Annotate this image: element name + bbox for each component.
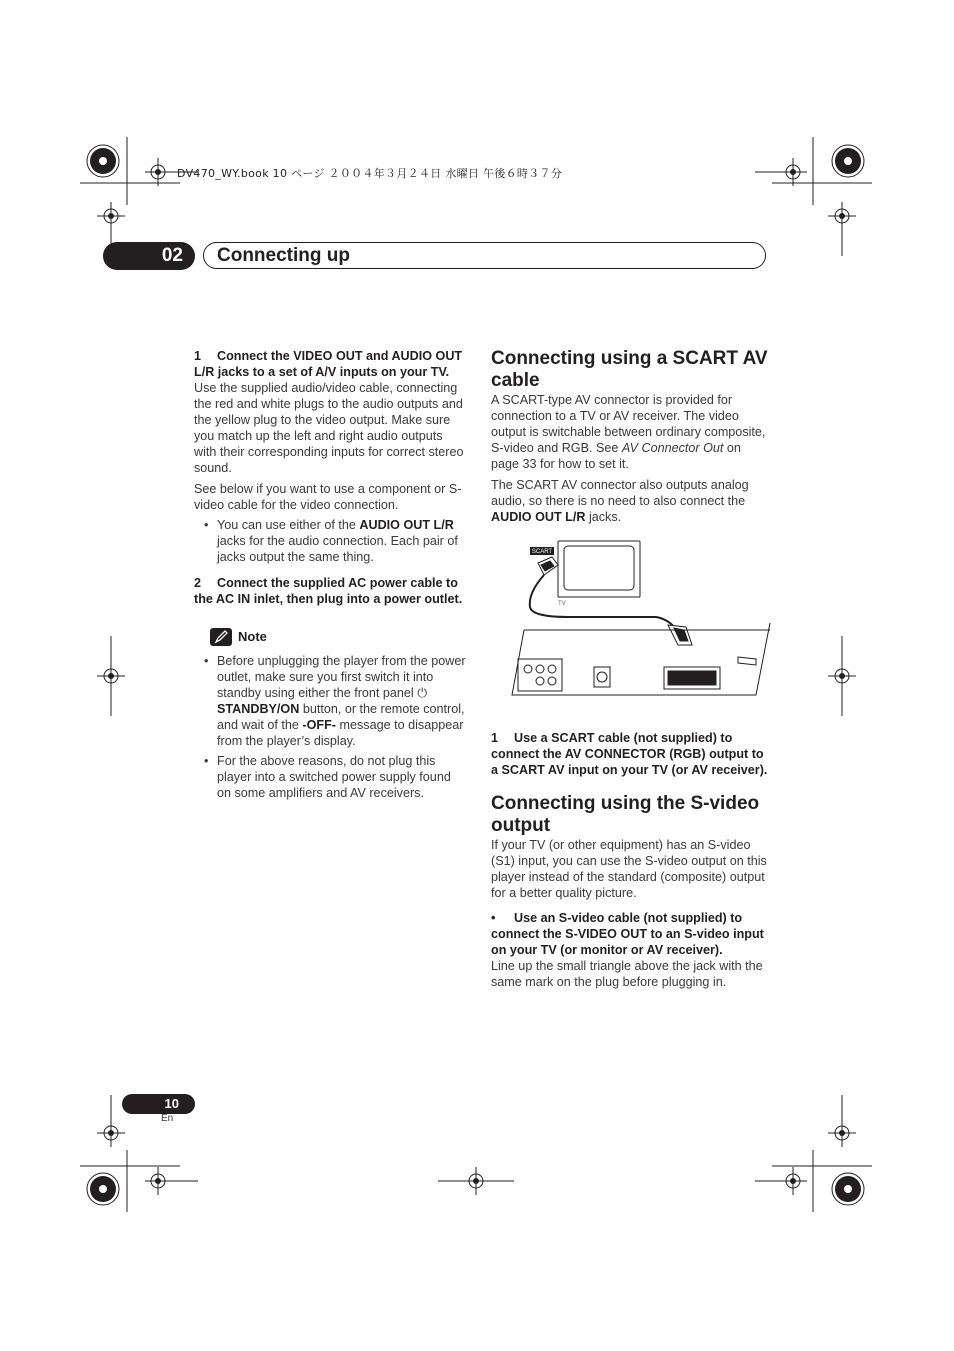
text-bold: AUDIO OUT L/R <box>359 518 454 532</box>
scart-label: SCART <box>531 549 553 555</box>
tv-label: TV <box>558 601 566 607</box>
step-svideo <box>491 910 769 958</box>
text-bold: AUDIO OUT L/R <box>491 510 586 524</box>
step-bullet: • <box>491 911 496 925</box>
step-text: Connect the supplied AC power cable to the AC IN inlet, then plug into a power outlet. <box>194 576 463 606</box>
text-bold: STANDBY/ON <box>217 702 300 716</box>
text: A SCART-type AV connector is provided for connection to a TV or AV receiver. The video output is switchable between ordinary composite, S-video and RGB. See <box>491 393 766 455</box>
note-label: Note <box>238 629 267 644</box>
text: message to disappear from the player’s display. <box>217 718 464 748</box>
paragraph: See below if you want to use a component or S-video cable for the video connection. <box>194 482 462 512</box>
page-language: En <box>161 1113 174 1124</box>
text: You can use either of the <box>217 518 360 532</box>
section-heading-scart: Connecting using a SCART AV cable <box>491 348 768 391</box>
text-bold: -OFF- <box>302 718 336 732</box>
step-number: 2 <box>194 576 202 590</box>
text: jacks. <box>585 510 622 524</box>
list-item <box>194 653 468 749</box>
chapter-title: Connecting up <box>217 245 350 266</box>
note-pencil-icon <box>210 628 232 646</box>
paragraph <box>491 477 769 525</box>
step-number: 1 <box>194 349 202 363</box>
step-text: Connect the VIDEO OUT and AUDIO OUT L/R jacks to a set of A/V inputs on your TV. <box>194 349 463 379</box>
page-number-badge: 10 <box>122 1094 195 1114</box>
paragraph <box>491 392 769 472</box>
scart-connection-diagram <box>508 535 776 720</box>
paragraph: If your TV (or other equipment) has an S-video (S1) input, you can use the S-video output on this player instead of the standard (composite) output for a better quality picture. <box>491 838 767 900</box>
text: button, or the remote control, and wait of the <box>217 702 465 732</box>
list-item <box>194 517 468 565</box>
step-1-scart <box>491 730 769 778</box>
text: The SCART AV connector also outputs analog audio, so there is no need to also connect the <box>491 478 749 508</box>
text: on page 33 for how to set it. <box>491 441 741 471</box>
section-heading-svideo: Connecting using the S-video output <box>491 793 760 836</box>
right-column-bottom <box>491 730 769 990</box>
print-header: DV470_WY.book 10 ページ ２００４年３月２４日 水曜日 午後６時３７分 <box>177 167 563 180</box>
paragraph: Use the supplied audio/video cable, connecting the red and white plugs to the audio outputs and the yellow plug to the video output. Make sure you match up the left and right audio outputs with their corresponding inputs for correct stereo sound. <box>194 381 464 475</box>
step-1 <box>194 348 468 380</box>
step-2 <box>194 575 468 607</box>
note-heading <box>210 628 468 646</box>
paragraph: Line up the small triangle above the jack with the same mark on the plug before plugging in. <box>491 959 763 989</box>
left-column <box>194 348 468 801</box>
text: Before unplugging the player from the power outlet, make sure you first switch it into standby using either the front panel <box>217 654 466 700</box>
text: jacks for the audio connection. Each pair of jacks output the same thing. <box>217 534 458 564</box>
standby-icon: ⏻ <box>417 686 428 700</box>
text-italic: AV Connector Out <box>621 441 724 455</box>
right-column-top <box>491 348 769 525</box>
tv-outline <box>558 541 640 597</box>
step-text: Use an S-video cable (not supplied) to connect the S-VIDEO OUT to an S-video input on your TV (or monitor or AV receiver). <box>491 911 764 957</box>
step-number: 1 <box>491 731 499 745</box>
step-text: Use a SCART cable (not supplied) to connect the AV CONNECTOR (RGB) output to a SCART AV input on your TV (or AV receiver). <box>491 731 768 777</box>
chapter-number-badge: 02 <box>103 242 195 270</box>
list-item: • For the above reasons, do not plug this player into a switched power supply found on some amplifiers and AV receivers. <box>194 753 468 801</box>
